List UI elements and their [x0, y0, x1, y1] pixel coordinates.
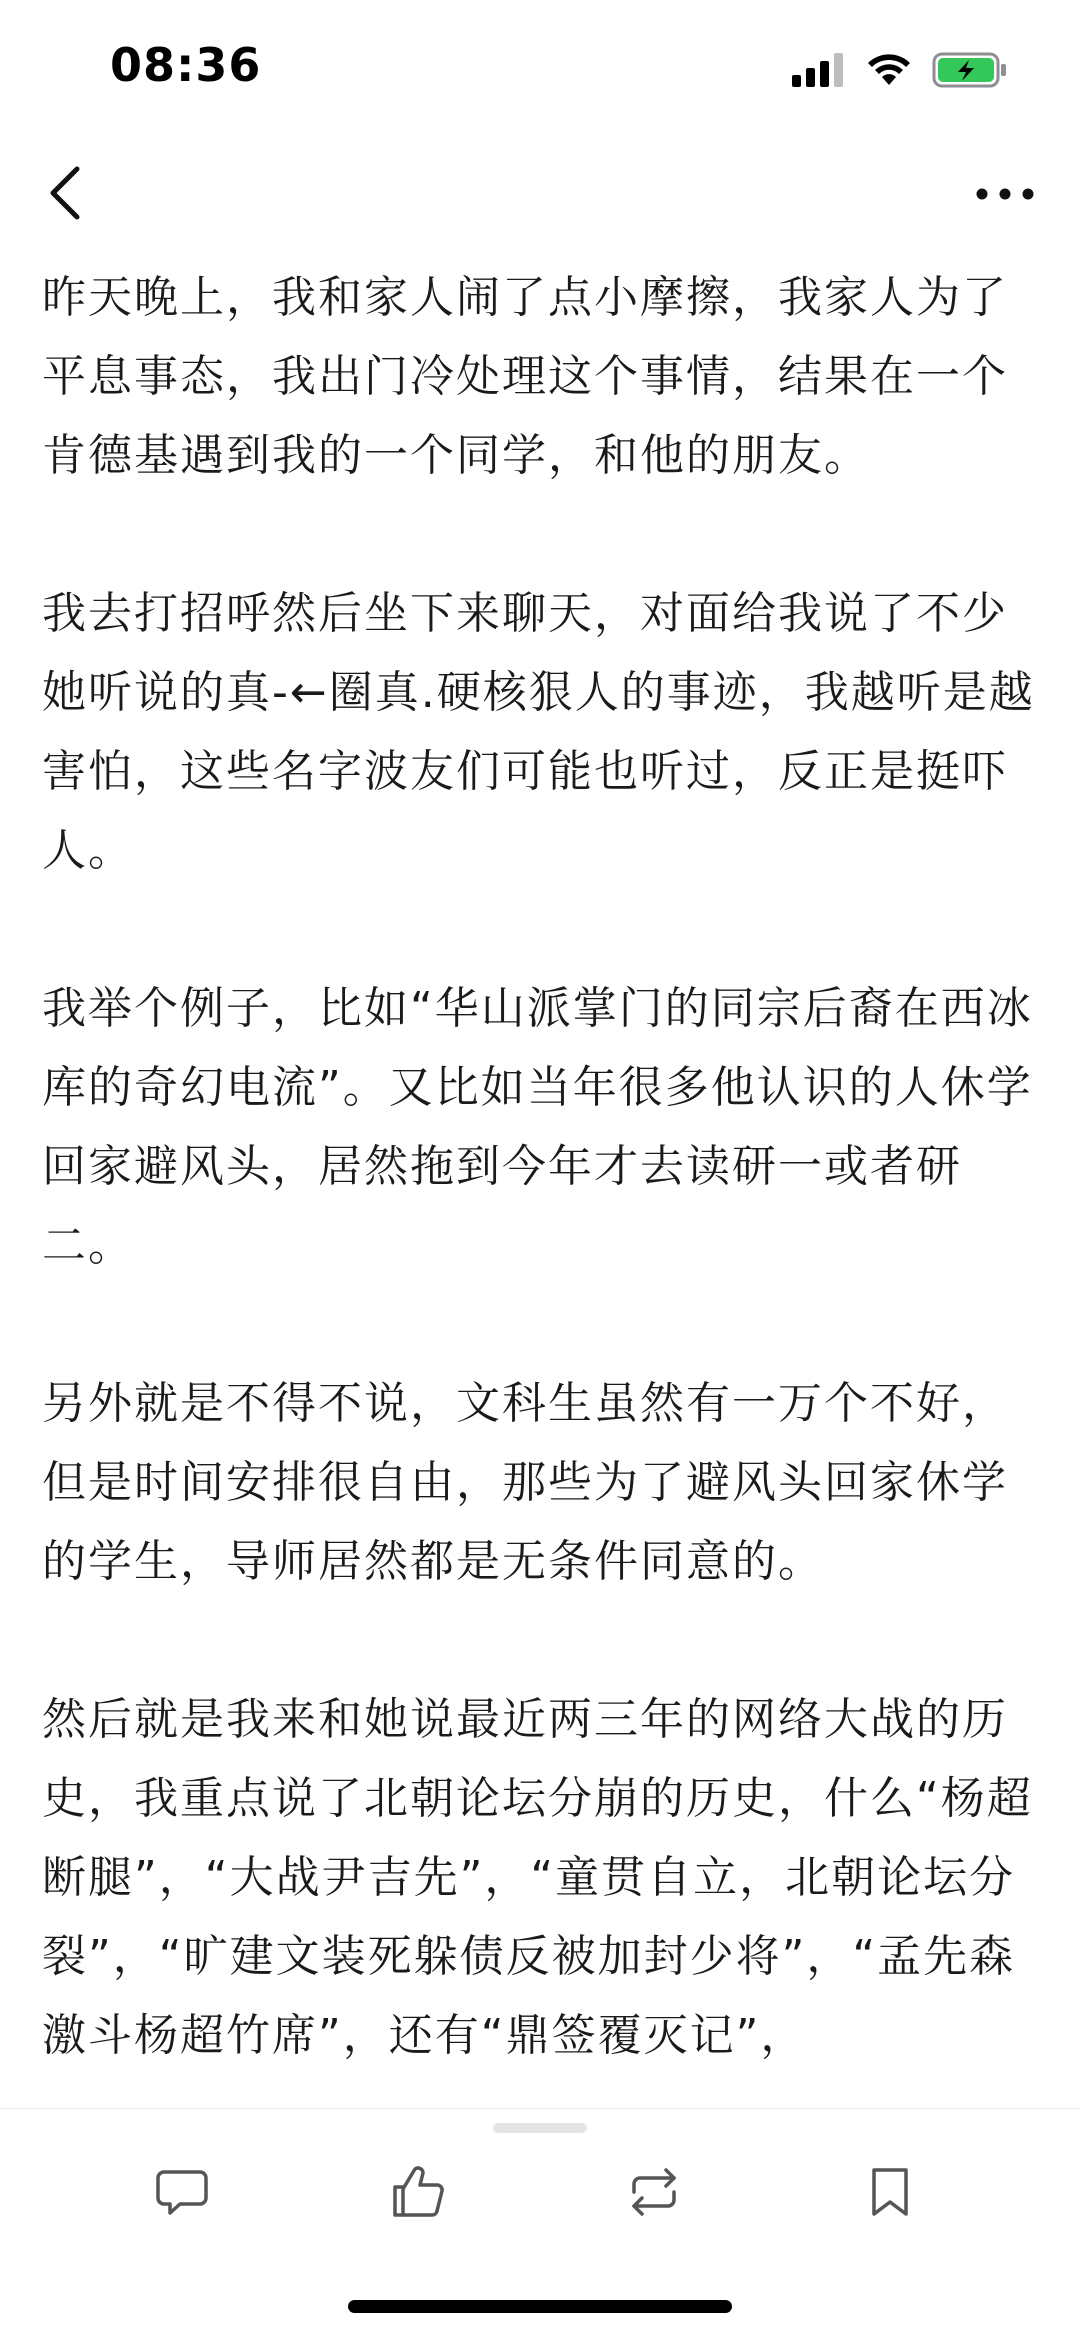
like-button[interactable]: [368, 2144, 468, 2244]
status-time: 08:36: [110, 38, 262, 92]
wifi-icon: [866, 53, 912, 91]
like-icon: [389, 2163, 447, 2225]
comment-button[interactable]: [132, 2144, 232, 2244]
status-icons: [792, 52, 1008, 92]
battery-charging-icon: [932, 52, 1008, 92]
paragraph: 我去打招呼然后坐下来聊天，对面给我说了不少她听说的真-←圈真.硬核狠人的事迹，我越听是越害怕，这些名字波友们可能也听过，反正是挺吓人。: [42, 588, 1035, 876]
back-button[interactable]: [30, 150, 100, 240]
bookmark-button[interactable]: [840, 2144, 940, 2244]
repost-icon: [624, 2164, 684, 2224]
paragraph: 另外就是不得不说，文科生虽然有一万个不好，但是时间安排很自由，那些为了避风头回家休学的学生，导师居然都是无条件同意的。: [42, 1378, 1008, 1587]
paragraph: 我举个例子，比如“华山派掌门的同宗后裔在西冰库的奇幻电流”。又比如当年很多他认识的人休学回家避风头，居然拖到今年才去读研一或者研二。: [42, 983, 1033, 1271]
chevron-left-icon: [45, 163, 85, 227]
drag-handle[interactable]: [493, 2123, 587, 2133]
more-button[interactable]: [960, 150, 1050, 240]
paragraph: 然后就是我来和她说最近两三年的网络大战的历史，我重点说了北朝论坛分崩的历史，什么“杨超断腿”，“大战尹吉先”，“童贯自立，北朝论坛分裂”，“旷建文装死躲债反被加封少将”，“孟先森激斗杨超竹席”，还有“鼎签覆灭记”，: [42, 1694, 1033, 2061]
article-body: [42, 258, 1042, 2108]
more-horizontal-icon: [975, 186, 1035, 205]
comment-icon: [154, 2164, 210, 2224]
cellular-signal-icon: [792, 53, 846, 91]
bookmark-icon: [866, 2164, 914, 2224]
paragraph: 昨天晚上，我和家人闹了点小摩擦，我家人为了平息事态，我出门冷处理这个事情，结果在一个肯德基遇到我的一个同学，和他的朋友。: [42, 272, 1008, 481]
status-bar: [0, 0, 1080, 140]
repost-button[interactable]: [604, 2144, 704, 2244]
home-indicator[interactable]: [348, 2300, 732, 2313]
nav-bar: [0, 140, 1080, 250]
